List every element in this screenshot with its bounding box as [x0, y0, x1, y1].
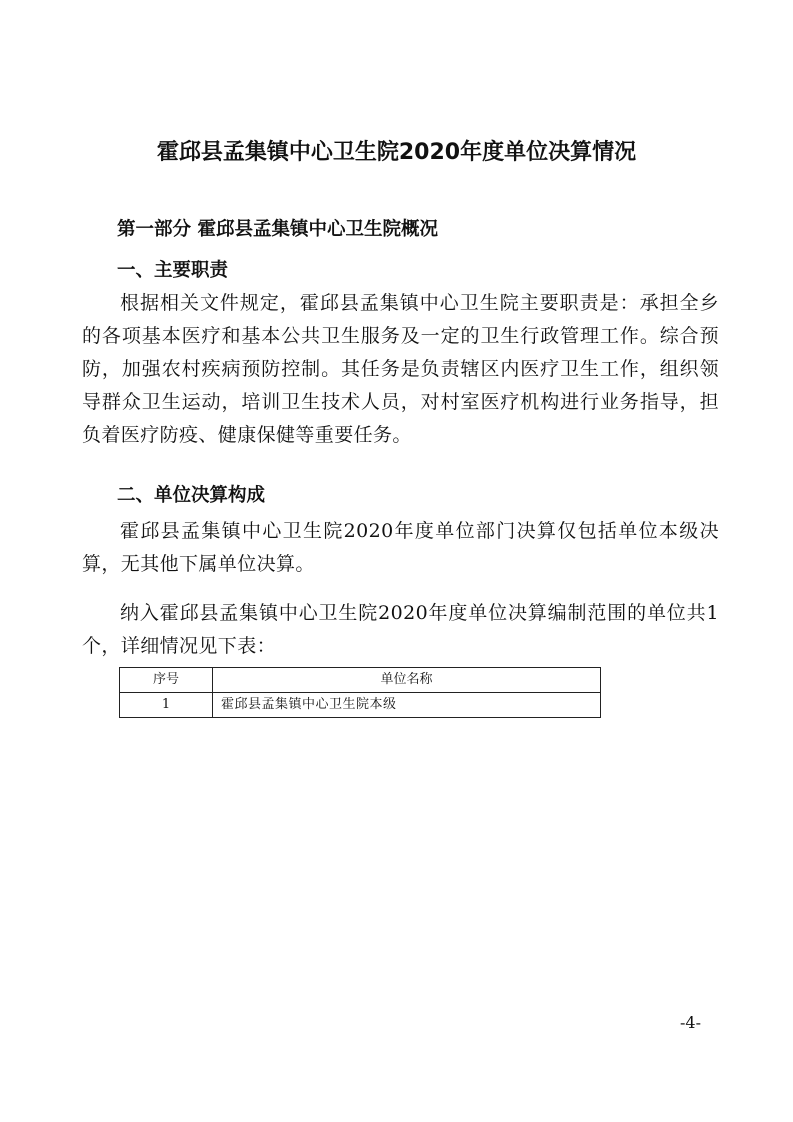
section-heading-duties: 一、主要职责 [117, 260, 229, 281]
cell-serial-number: 1 [120, 693, 213, 718]
composition-paragraph-2: 纳入霍邱县孟集镇中心卫生院2020年度单位决算编制范围的单位共1个，详细情况见下表： [82, 602, 719, 657]
page-number: -4- [680, 1013, 701, 1032]
part-heading: 第一部分 霍邱县孟集镇中心卫生院概况 [117, 219, 438, 240]
document-title: 霍邱县孟集镇中心卫生院2020年度单位决算情况 [156, 140, 637, 165]
composition-paragraph-1: 霍邱县孟集镇中心卫生院2020年度单位部门决算仅包括单位本级决算，无其他下属单位决算。 [82, 520, 719, 575]
section-heading-composition: 二、单位决算构成 [117, 485, 266, 506]
units-table [119, 667, 601, 718]
cell-unit-name: 霍邱县孟集镇中心卫生院本级 [213, 693, 601, 718]
table-row [120, 693, 601, 718]
table-header-row [120, 668, 601, 693]
header-serial-number: 序号 [120, 668, 213, 693]
duties-paragraph: 根据相关文件规定，霍邱县孟集镇中心卫生院主要职责是：承担全乡的各项基本医疗和基本公共卫生服务及一定的卫生行政管理工作。综合预防，加强农村疾病预防控制。其任务是负责辖区内医疗卫生工作，组织领导群众卫生运动，培训卫生技术人员，对村室医疗机构进行业务指导，担负着医疗防疫、健康保健等重要任务。 [82, 292, 719, 446]
header-unit-name: 单位名称 [213, 668, 601, 693]
